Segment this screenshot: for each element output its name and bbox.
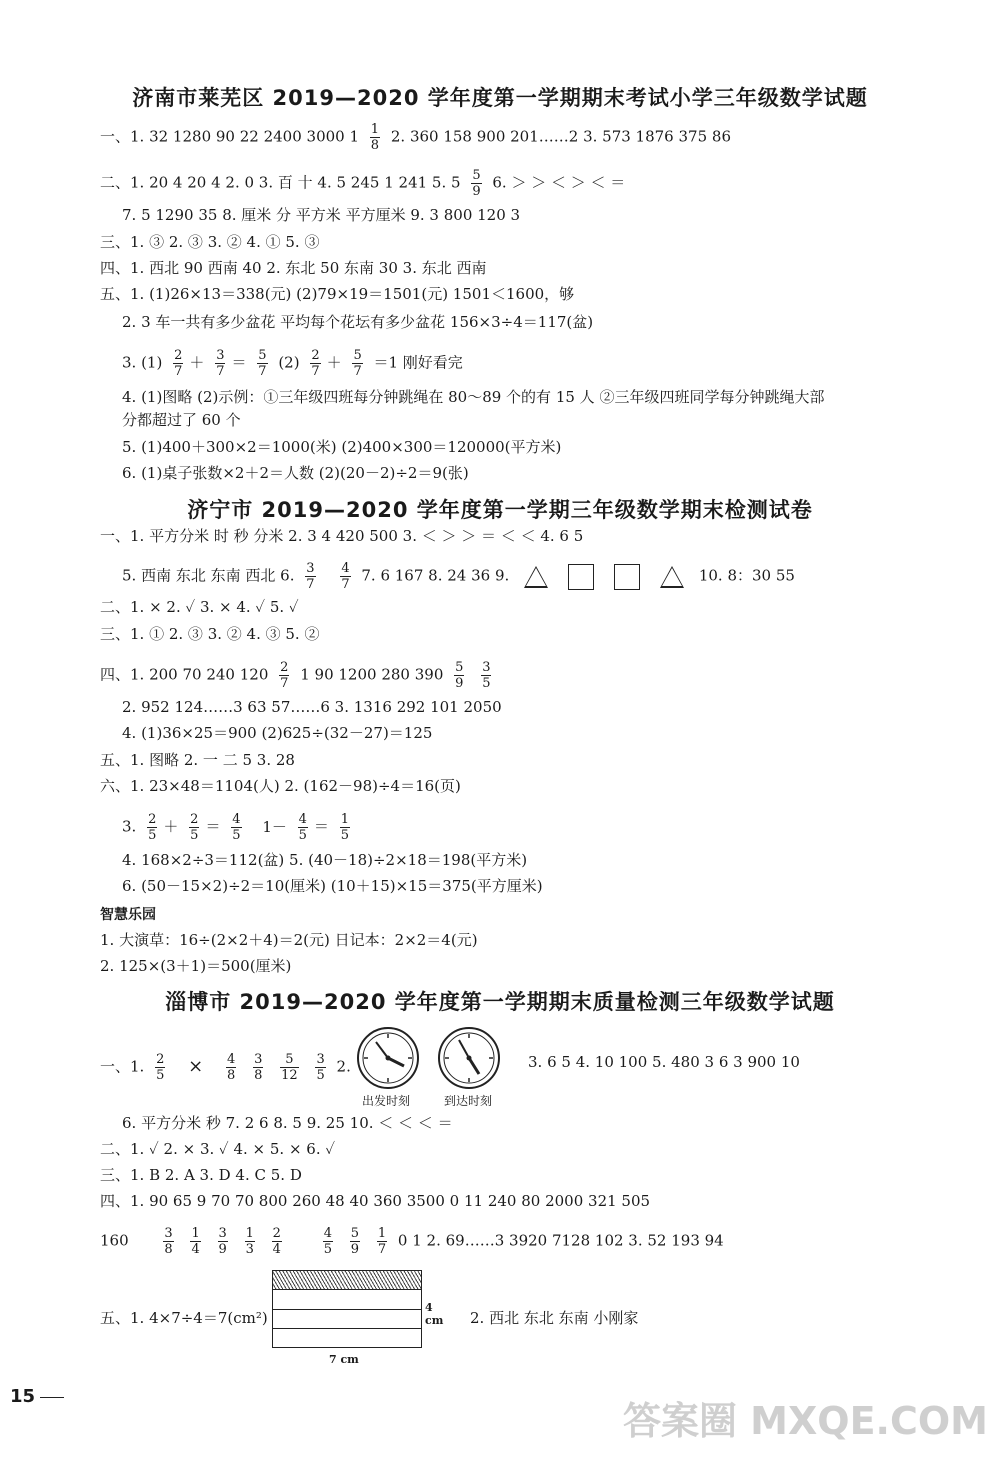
fraction xyxy=(323,1226,333,1257)
fraction xyxy=(231,812,241,843)
answer-text: 5. 西南 东北 东南 西北 6. xyxy=(122,566,295,585)
triangle-shape xyxy=(524,566,548,588)
denominator: 3 xyxy=(245,1242,254,1257)
numerator: 2 xyxy=(190,812,199,827)
answer-line: 一、1. 平方分米 时 秒 分米 2. 3 4 420 500 3. ＜ ＞ ＞ ＝ ＜ ＜ 4. 6 5 xyxy=(100,527,584,545)
numerator: 3 xyxy=(254,1052,263,1067)
answer-line: 二、1. ✓ 2. × 3. ✓ 4. × 5. × 6. ✓ xyxy=(100,1140,336,1158)
denominator: 9 xyxy=(472,184,481,199)
denominator: 4 xyxy=(272,1242,281,1257)
answer-text: 1－ xyxy=(262,817,287,836)
denominator: 7 xyxy=(311,364,320,379)
denominator: 5 xyxy=(340,828,349,843)
answer-text: 二、1. 20 4 20 4 2. 0 3. 百 十 4. 5 245 1 241 5. 5 xyxy=(100,173,461,192)
numerator: 1 xyxy=(370,122,380,137)
denominator: 7 xyxy=(258,364,267,379)
denominator: 5 xyxy=(156,1068,165,1083)
denominator: 5 xyxy=(316,1068,325,1083)
clock-label-arrival: 到达时刻 xyxy=(444,1094,493,1108)
fraction xyxy=(218,1226,228,1257)
answer-line: 三、1. ③ 2. ③ 3. ② 4. ① 5. ③ xyxy=(100,233,320,251)
numerator: 1 xyxy=(340,812,349,827)
answer-text: 1 90 1200 280 390 xyxy=(300,665,444,684)
answer-line: 分都超过了 60 个 xyxy=(122,411,241,429)
answer-line: 五、1. (1)26×13＝338(元) (2)79×19＝1501(元) 1501＜1600，够 xyxy=(100,285,575,303)
answer-text: 2. 360 158 900 201……2 3. 573 1876 375 86 xyxy=(390,127,731,146)
answer-line xyxy=(100,1226,724,1257)
answer-line xyxy=(100,660,497,691)
numerator: 5 xyxy=(472,168,481,183)
answer-text: 7. 6 167 8. 24 36 9. xyxy=(361,566,510,585)
numerator: 2 xyxy=(280,660,289,675)
denominator: 7 xyxy=(341,577,350,592)
numerator: 3 xyxy=(316,1052,325,1067)
fraction xyxy=(189,812,199,843)
operator: ＋ xyxy=(326,353,342,372)
answer-line xyxy=(100,122,731,153)
numerator: 4 xyxy=(341,561,350,576)
numerator: 5 xyxy=(258,348,267,363)
answer-line: 2. 952 124……3 63 57……6 3. 1316 292 101 2050 xyxy=(122,698,502,716)
denominator: 5 xyxy=(190,828,199,843)
answer-line: 6. 平方分米 秒 7. 2 6 8. 5 9. 25 10. ＜ ＜ ＜ ＝ xyxy=(122,1114,453,1132)
fraction xyxy=(471,168,481,199)
width-label: 7 cm xyxy=(329,1353,359,1366)
numerator: 4 xyxy=(298,812,307,827)
fraction xyxy=(350,1226,360,1257)
numerator: 4 xyxy=(323,1226,333,1241)
answer-text: 3. (1) xyxy=(122,353,163,372)
answer-line: 六、1. 23×48＝1104(人) 2. (162－98)÷4＝16(页) xyxy=(100,777,461,795)
fraction xyxy=(155,1052,165,1083)
divider xyxy=(273,1309,421,1310)
numerator: 1 xyxy=(191,1226,200,1241)
numerator: 2 xyxy=(174,348,183,363)
fraction xyxy=(173,348,183,379)
denominator: 5 xyxy=(323,1242,333,1257)
denominator: 7 xyxy=(377,1242,387,1257)
operator: ＋ xyxy=(189,353,205,372)
subsection-title: 智慧乐园 xyxy=(100,907,156,923)
answer-text: 160 xyxy=(100,1231,129,1250)
answer-line: 2. 3 车一共有多少盆花 平均每个花坛有多少盆花 156×3÷4＝117(盆) xyxy=(122,313,594,331)
answer-text: (2) xyxy=(278,353,300,372)
denominator: 7 xyxy=(353,364,362,379)
fraction xyxy=(377,1226,387,1257)
denominator: 7 xyxy=(174,364,183,379)
shaded-strip xyxy=(273,1271,421,1290)
numerator: 2 xyxy=(272,1226,281,1241)
answer-text: 0 1 2. 69……3 3920 7128 102 3. 52 193 94 xyxy=(397,1231,724,1250)
fraction xyxy=(315,1052,325,1083)
answer-line: 四、1. 90 65 9 70 70 800 260 48 40 360 3500 0 11 240 80 2000 321 505 xyxy=(100,1192,651,1210)
numerator: 4 xyxy=(227,1052,236,1067)
answer-line xyxy=(122,348,463,379)
operator: ＝ xyxy=(231,353,247,372)
clock-icon-arrival xyxy=(437,1026,501,1090)
numerator: 3 xyxy=(482,660,491,675)
numerator: 2 xyxy=(156,1052,165,1067)
denominator: 8 xyxy=(164,1242,173,1257)
denominator: 7 xyxy=(306,577,315,592)
answer-text: 一、1. xyxy=(100,1057,145,1076)
fraction xyxy=(340,561,350,592)
denominator: 9 xyxy=(350,1242,360,1257)
answer-line xyxy=(100,168,625,199)
operator: ＝ xyxy=(313,817,329,836)
fraction xyxy=(280,1052,299,1083)
answer-line: 6. (1)桌子张数×2＋2＝人数 (2)(20－2)÷2＝9(张) xyxy=(122,464,469,482)
answer-line: 二、1. × 2. ✓ 3. × 4. ✓ 5. ✓ xyxy=(100,598,299,616)
fraction xyxy=(163,1226,173,1257)
denominator: 8 xyxy=(227,1068,236,1083)
answer-text: 6. ＞ ＞ ＜ ＞ ＜ ＝ xyxy=(492,173,626,192)
fraction xyxy=(279,660,289,691)
numerator: 5 xyxy=(353,348,362,363)
answer-line: 2. 125×(3＋1)＝500(厘米) xyxy=(100,957,292,975)
denominator: 7 xyxy=(216,364,225,379)
fraction xyxy=(253,1052,263,1083)
answer-line xyxy=(100,1052,351,1083)
operator: ＋ xyxy=(163,817,179,836)
answer-line: 五、1. 4×7÷4＝7(cm²) xyxy=(100,1309,268,1327)
fraction xyxy=(298,812,308,843)
answer-text: 四、1. 200 70 240 120 xyxy=(100,665,269,684)
fraction xyxy=(257,348,267,379)
answer-line: 4. (1)36×25＝900 (2)625÷(32－27)＝125 xyxy=(122,724,433,742)
fraction xyxy=(352,348,362,379)
denominator: 7 xyxy=(280,676,289,691)
fraction xyxy=(190,1226,200,1257)
numerator: 5 xyxy=(350,1226,360,1241)
answer-line: 5. (1)400＋300×2＝1000(米) (2)400×300＝120000(平方米) xyxy=(122,438,562,456)
answer-line: 三、1. ① 2. ③ 3. ② 4. ③ 5. ② xyxy=(100,625,320,643)
fraction xyxy=(454,660,464,691)
height-label: 4 cm xyxy=(425,1301,444,1327)
answer-line: 6. (50－15×2)÷2＝10(厘米) (10＋15)×15＝375(平方厘米) xyxy=(122,877,543,895)
denominator: 9 xyxy=(218,1242,227,1257)
answer-line xyxy=(122,561,795,592)
answer-line: 4. (1)图略 (2)示例：①三年级四班每分钟跳绳在 80～89 个的有 15 人 ②三年级四班同学每分钟跳绳大部 xyxy=(122,388,825,406)
denominator: 12 xyxy=(281,1068,298,1083)
fraction xyxy=(245,1226,255,1257)
numerator: 3 xyxy=(164,1226,173,1241)
numerator: 2 xyxy=(311,348,320,363)
numerator: 1 xyxy=(377,1226,387,1241)
fraction xyxy=(272,1226,282,1257)
answer-text: 2. xyxy=(336,1057,351,1076)
numerator: 2 xyxy=(148,812,157,827)
denominator: 4 xyxy=(191,1242,200,1257)
numerator: 1 xyxy=(245,1226,254,1241)
answer-line xyxy=(122,812,356,843)
answer-line: 7. 5 1290 35 8. 厘米 分 平方米 平方厘米 9. 3 800 120 3 xyxy=(122,206,521,224)
answer-line: 五、1. 图略 2. 一 二 5 3. 28 xyxy=(100,751,295,769)
section-title-jining: 济宁市 2019—2020 学年度第一学期三年级数学期末检测试卷 xyxy=(187,498,813,522)
denominator: 5 xyxy=(298,828,307,843)
answer-text: 一、1. 32 1280 90 22 2400 3000 1 xyxy=(100,127,360,146)
square-shape xyxy=(614,564,640,590)
divider xyxy=(40,1397,64,1398)
numerator: 3 xyxy=(218,1226,227,1241)
fraction xyxy=(147,812,157,843)
fraction xyxy=(215,348,225,379)
numerator: 5 xyxy=(455,660,464,675)
numerator: 4 xyxy=(232,812,241,827)
answer-line: 4. 168×2÷3＝112(盆) 5. (40－18)÷2×18＝198(平方米) xyxy=(122,851,528,869)
triangle-shape xyxy=(660,566,684,588)
denominator: 5 xyxy=(482,676,491,691)
fraction xyxy=(370,122,380,153)
denominator: 8 xyxy=(370,138,380,153)
clock-icon-departure xyxy=(356,1026,420,1090)
section-title-laiwu: 济南市莱芜区 2019—2020 学年度第一学期期末考试小学三年级数学试题 xyxy=(132,86,868,110)
answer-text: 10. 8：30 55 xyxy=(698,566,795,585)
watermark: 答案圈 MXQE.COM xyxy=(622,1399,988,1443)
fraction xyxy=(481,660,491,691)
answer-text: 3. xyxy=(122,817,137,836)
denominator: 5 xyxy=(148,828,157,843)
page-number: 15 xyxy=(10,1386,36,1407)
answer-text: × xyxy=(188,1055,204,1077)
numerator: 3 xyxy=(306,561,315,576)
fraction xyxy=(226,1052,236,1083)
answer-line: 四、1. 西北 90 西南 40 2. 东北 50 东南 30 3. 东北 西南 xyxy=(100,259,487,277)
section-title-zibo: 淄博市 2019—2020 学年度第一学期期末质量检测三年级数学试题 xyxy=(165,990,835,1014)
answer-line: 2. 西北 东北 东南 小刚家 xyxy=(470,1309,639,1327)
operator: ＝ xyxy=(205,817,221,836)
numerator: 3 xyxy=(216,348,225,363)
denominator: 9 xyxy=(455,676,464,691)
numerator: 5 xyxy=(280,1052,299,1068)
fraction xyxy=(305,561,315,592)
denominator: 5 xyxy=(232,828,241,843)
answer-line: 3. 6 5 4. 10 100 5. 480 3 6 3 900 10 xyxy=(528,1053,800,1071)
answer-text: ＝1 刚好看完 xyxy=(373,353,463,372)
answer-line: 三、1. B 2. A 3. D 4. C 5. D xyxy=(100,1166,302,1184)
answer-line: 1. 大演草：16÷(2×2＋4)＝2(元) 日记本：2×2＝4(元) xyxy=(100,931,478,949)
fraction xyxy=(340,812,350,843)
rectangle-diagram xyxy=(272,1270,444,1366)
clock-label-departure: 出发时刻 xyxy=(362,1094,411,1108)
denominator: 8 xyxy=(254,1068,263,1083)
divider xyxy=(273,1328,421,1329)
square-shape xyxy=(568,564,594,590)
fraction xyxy=(310,348,320,379)
